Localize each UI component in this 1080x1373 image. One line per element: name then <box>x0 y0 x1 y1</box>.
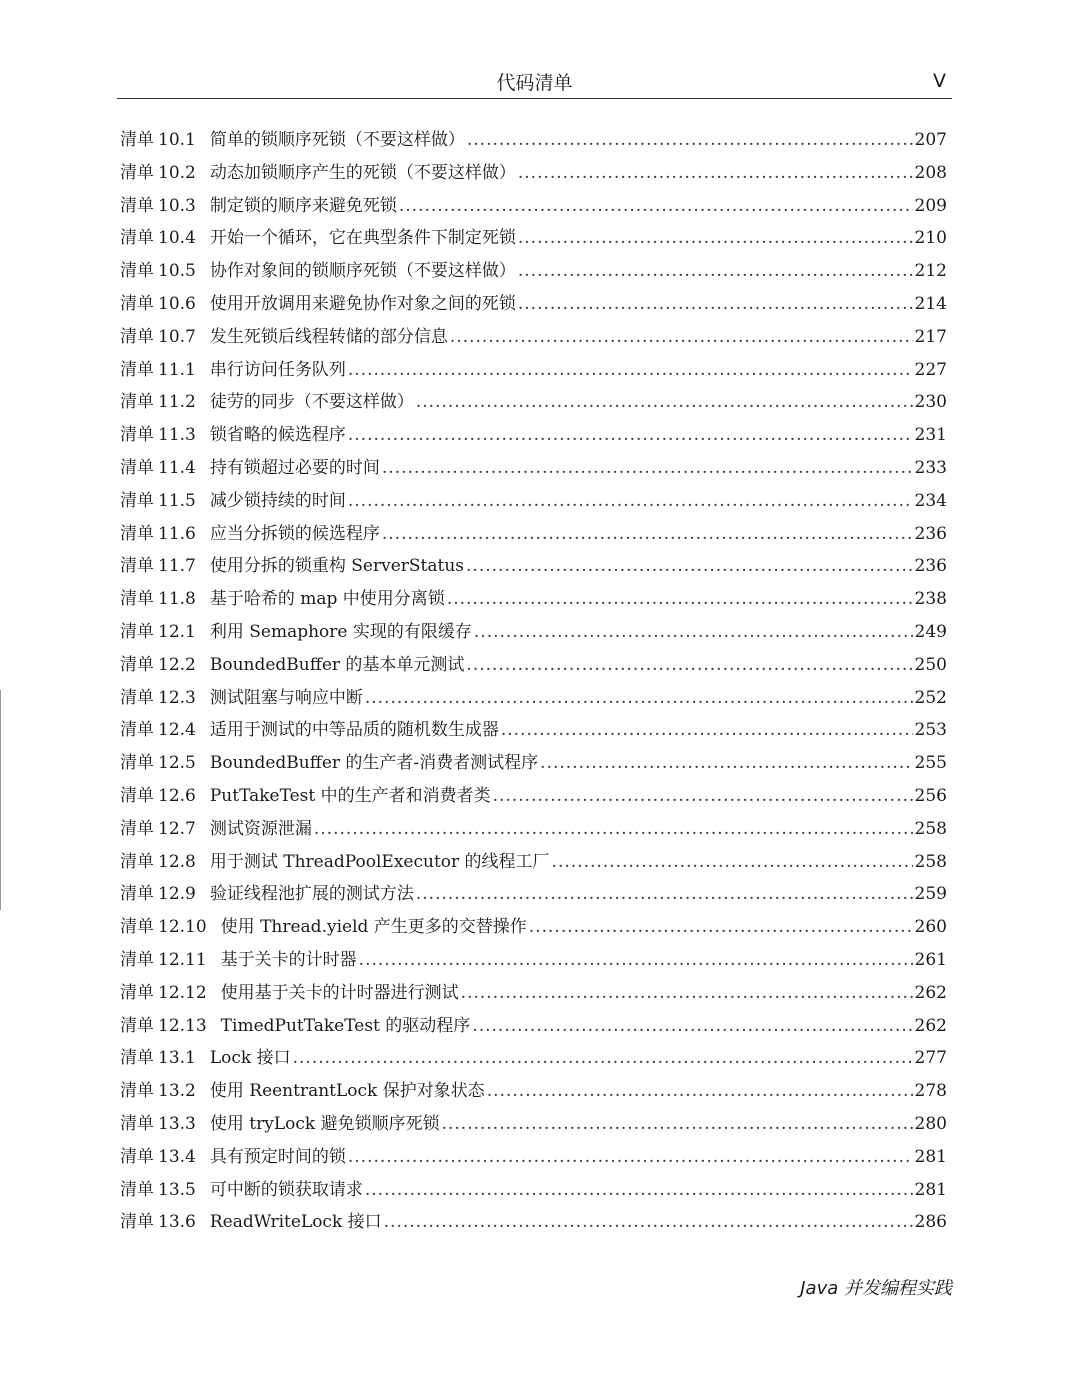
page-number-marker: V <box>933 70 946 92</box>
entry-number: 12.11 <box>158 949 207 970</box>
listing-entry[interactable] <box>120 912 947 945</box>
entry-title: 利用 Semaphore 实现的有限缓存 <box>209 621 472 642</box>
listing-entry[interactable] <box>120 355 947 388</box>
entry-page-number: 258 <box>914 851 947 872</box>
dot-leader <box>518 261 913 281</box>
entry-number: 11.4 <box>158 457 196 478</box>
entry-page-number: 234 <box>914 490 947 511</box>
entry-label: 清单 <box>120 818 154 839</box>
dot-leader <box>348 360 913 380</box>
entry-label: 清单 <box>120 1015 154 1036</box>
dot-leader <box>474 622 913 642</box>
entry-label: 清单 <box>120 589 154 610</box>
entry-title: 制定锁的顺序来避免死锁 <box>209 195 397 216</box>
entry-title: 减少锁持续的时间 <box>209 490 346 511</box>
entry-title: TimedPutTakeTest 的驱动程序 <box>220 1015 471 1036</box>
entry-page-number: 281 <box>914 1179 947 1200</box>
listing-entry[interactable] <box>120 945 947 978</box>
listing-entry[interactable] <box>120 978 947 1011</box>
entry-label: 清单 <box>120 720 154 741</box>
listing-entry[interactable] <box>120 1011 947 1044</box>
entry-page-number: 256 <box>914 785 947 806</box>
listing-entry[interactable] <box>120 519 947 552</box>
dot-leader <box>518 294 913 314</box>
entry-label: 清单 <box>120 392 154 413</box>
listing-entry[interactable] <box>120 125 947 158</box>
scan-edge-line <box>0 690 1 910</box>
listing-entry[interactable] <box>120 748 947 781</box>
entry-label: 清单 <box>120 523 154 544</box>
listing-entry[interactable] <box>120 1207 947 1240</box>
entry-page-number: 259 <box>914 884 947 905</box>
entry-number: 12.7 <box>158 818 196 839</box>
dot-leader <box>466 556 913 576</box>
entry-number: 13.4 <box>158 1146 196 1167</box>
entry-title: BoundedBuffer 的生产者-消费者测试程序 <box>209 753 539 774</box>
listing-entry[interactable] <box>120 453 947 486</box>
entry-page-number: 238 <box>914 589 947 610</box>
dot-leader <box>382 524 913 544</box>
entry-label: 清单 <box>120 130 154 150</box>
entry-page-number: 249 <box>914 621 947 642</box>
entry-title: 基于哈希的 map 中使用分离锁 <box>209 589 445 610</box>
entry-label: 清单 <box>120 1048 154 1069</box>
dot-leader <box>442 1114 913 1134</box>
entry-page-number: 236 <box>914 523 947 544</box>
dot-leader <box>293 1048 913 1068</box>
entry-page-number: 281 <box>914 1146 947 1167</box>
dot-leader <box>450 327 913 347</box>
entry-label: 清单 <box>120 326 154 347</box>
listing-entry[interactable] <box>120 191 947 224</box>
listing-entry[interactable] <box>120 551 947 584</box>
dot-leader <box>348 425 913 445</box>
entry-label: 清单 <box>120 425 154 446</box>
entry-title: 持有锁超过必要的时间 <box>209 457 380 478</box>
dot-leader <box>365 688 913 708</box>
entry-label: 清单 <box>120 785 154 806</box>
listing-entry[interactable] <box>120 1175 947 1208</box>
entry-title: ReadWriteLock 接口 <box>209 1212 382 1233</box>
entry-title: 开始一个循环，它在典型条件下制定死锁 <box>209 228 516 249</box>
entry-number: 13.2 <box>158 1081 196 1102</box>
dot-leader <box>399 196 913 216</box>
entry-page-number: 253 <box>914 720 947 741</box>
dot-leader <box>467 130 913 150</box>
entry-number: 12.1 <box>158 621 196 642</box>
listing-entry[interactable] <box>120 256 947 289</box>
entry-page-number: 236 <box>914 556 947 577</box>
entry-label: 清单 <box>120 917 154 938</box>
entry-number: 11.6 <box>158 523 196 544</box>
entry-number: 12.9 <box>158 884 196 905</box>
entry-label: 清单 <box>120 687 154 708</box>
entry-label: 清单 <box>120 556 154 577</box>
listing-entry[interactable] <box>120 420 947 453</box>
dot-leader <box>416 392 913 412</box>
entry-page-number: 280 <box>914 1113 947 1134</box>
entry-label: 清单 <box>120 457 154 478</box>
entry-title: 基于关卡的计时器 <box>220 949 357 970</box>
entry-page-number: 252 <box>914 687 947 708</box>
dot-leader <box>359 950 913 970</box>
entry-title: 验证线程池扩展的测试方法 <box>209 884 414 905</box>
entry-page-number: 231 <box>914 425 947 446</box>
entry-label: 清单 <box>120 261 154 282</box>
listing-entry[interactable] <box>120 1043 947 1076</box>
dot-leader <box>501 720 913 740</box>
entry-number: 10.7 <box>158 326 196 347</box>
entry-label: 清单 <box>120 359 154 380</box>
entry-title: 徒劳的同步（不要这样做） <box>209 392 414 413</box>
entry-page-number: 208 <box>914 162 947 183</box>
entry-number: 10.6 <box>158 293 196 314</box>
entry-number: 11.7 <box>158 556 196 577</box>
listing-entry[interactable] <box>120 781 947 814</box>
entry-label: 清单 <box>120 293 154 314</box>
listing-entry[interactable] <box>120 1076 947 1109</box>
page-header <box>117 66 952 99</box>
entry-title: 使用开放调用来避免协作对象之间的死锁 <box>209 293 516 314</box>
entry-page-number: 209 <box>914 195 947 216</box>
entry-title: 使用基于关卡的计时器进行测试 <box>220 982 459 1003</box>
listing-entry[interactable] <box>120 1109 947 1142</box>
entry-number: 10.5 <box>158 261 196 282</box>
entry-title: 可中断的锁获取请求 <box>209 1179 363 1200</box>
dot-leader <box>365 1180 913 1200</box>
dot-leader <box>493 786 913 806</box>
entry-page-number: 258 <box>914 818 947 839</box>
entry-label: 清单 <box>120 162 154 183</box>
entry-number: 11.1 <box>158 359 196 380</box>
dot-leader <box>314 819 913 839</box>
dot-leader <box>552 852 913 872</box>
entry-number: 11.3 <box>158 425 196 446</box>
entry-title: BoundedBuffer 的基本单元测试 <box>209 654 465 675</box>
entry-page-number: 277 <box>914 1048 947 1069</box>
entry-number: 13.5 <box>158 1179 196 1200</box>
entry-number: 13.1 <box>158 1048 196 1069</box>
entry-label: 清单 <box>120 621 154 642</box>
entry-title: 使用分拆的锁重构 ServerStatus <box>209 556 465 577</box>
entry-label: 清单 <box>120 884 154 905</box>
page-title: 代码清单 <box>496 72 573 94</box>
listing-entry[interactable] <box>120 486 947 519</box>
dot-leader <box>529 917 913 937</box>
entry-title: 协作对象间的锁顺序死锁（不要这样做） <box>209 261 516 282</box>
listing-entry[interactable] <box>120 617 947 650</box>
entry-title: 串行访问任务队列 <box>209 359 346 380</box>
entry-label: 清单 <box>120 1081 154 1102</box>
listing-entry[interactable] <box>120 683 947 716</box>
entry-title: PutTakeTest 中的生产者和消费者类 <box>209 785 491 806</box>
entry-title: 锁省略的候选程序 <box>209 425 346 446</box>
dot-leader <box>382 458 913 478</box>
entry-number: 10.1 <box>158 130 196 150</box>
entry-page-number: 250 <box>914 654 947 675</box>
entry-page-number: 233 <box>914 457 947 478</box>
entry-number: 12.8 <box>158 851 196 872</box>
entry-page-number: 262 <box>914 982 947 1003</box>
entry-title: 使用 ReentrantLock 保护对象状态 <box>209 1081 485 1102</box>
entry-label: 清单 <box>120 1113 154 1134</box>
entry-number: 13.3 <box>158 1113 196 1134</box>
entry-title: 发生死锁后线程转储的部分信息 <box>209 326 448 347</box>
dot-leader <box>447 589 913 609</box>
entry-number: 10.4 <box>158 228 196 249</box>
listing-entry[interactable] <box>120 847 947 880</box>
listing-entry[interactable] <box>120 1142 947 1175</box>
listing-entry[interactable] <box>120 322 947 355</box>
entry-title: 使用 tryLock 避免锁顺序死锁 <box>209 1113 440 1134</box>
listing-entry[interactable] <box>120 814 947 847</box>
dot-leader <box>466 655 912 675</box>
entry-page-number: 286 <box>914 1212 947 1233</box>
entry-label: 清单 <box>120 949 154 970</box>
entry-label: 清单 <box>120 982 154 1003</box>
entry-page-number: 262 <box>914 1015 947 1036</box>
entry-label: 清单 <box>120 851 154 872</box>
dot-leader <box>416 884 913 904</box>
entry-title: 使用 Thread.yield 产生更多的交替操作 <box>220 917 527 938</box>
dot-leader <box>518 228 913 248</box>
entry-number: 12.13 <box>158 1015 207 1036</box>
entry-label: 清单 <box>120 195 154 216</box>
entry-title: 简单的锁顺序死锁（不要这样做） <box>209 130 465 150</box>
dot-leader <box>348 491 913 511</box>
dot-leader <box>348 1147 913 1167</box>
entry-number: 12.12 <box>158 982 207 1003</box>
entry-label: 清单 <box>120 490 154 511</box>
listing-entry[interactable] <box>120 584 947 617</box>
dot-leader <box>461 983 913 1003</box>
dot-leader <box>487 1081 913 1101</box>
entry-page-number: 255 <box>914 753 947 774</box>
dot-leader <box>472 1016 912 1036</box>
entry-label: 清单 <box>120 1179 154 1200</box>
entry-number: 10.2 <box>158 162 196 183</box>
entry-page-number: 210 <box>914 228 947 249</box>
entry-title: 测试阻塞与响应中断 <box>209 687 363 708</box>
entry-number: 13.6 <box>158 1212 196 1233</box>
entry-title: 动态加锁顺序产生的死锁（不要这样做） <box>209 162 516 183</box>
dot-leader <box>518 163 913 183</box>
entry-page-number: 227 <box>914 359 947 380</box>
dot-leader <box>384 1212 913 1232</box>
listing-entry[interactable] <box>120 879 947 912</box>
entry-number: 11.5 <box>158 490 196 511</box>
listing-entry[interactable] <box>120 223 947 256</box>
entry-page-number: 261 <box>914 949 947 970</box>
entry-label: 清单 <box>120 1212 154 1233</box>
entry-number: 11.8 <box>158 589 196 610</box>
entry-label: 清单 <box>120 654 154 675</box>
entry-title: 具有预定时间的锁 <box>209 1146 346 1167</box>
entry-page-number: 217 <box>914 326 947 347</box>
entry-label: 清单 <box>120 228 154 249</box>
entry-number: 11.2 <box>158 392 196 413</box>
entry-page-number: 230 <box>914 392 947 413</box>
entry-label: 清单 <box>120 753 154 774</box>
listing-entry[interactable] <box>120 387 947 420</box>
entry-title: Lock 接口 <box>209 1048 291 1069</box>
book-title-footer: Java 并发编程实践 <box>800 1278 952 1299</box>
entry-page-number: 212 <box>914 261 947 282</box>
entry-number: 12.4 <box>158 720 196 741</box>
dot-leader <box>540 753 912 773</box>
entry-number: 10.3 <box>158 195 196 216</box>
listing-index <box>120 125 947 1240</box>
entry-title: 测试资源泄漏 <box>209 818 312 839</box>
listing-entry[interactable] <box>120 289 947 322</box>
entry-title: 用于测试 ThreadPoolExecutor 的线程工厂 <box>209 851 550 872</box>
entry-number: 12.10 <box>158 917 207 938</box>
entry-page-number: 214 <box>914 293 947 314</box>
entry-number: 12.3 <box>158 687 196 708</box>
entry-title: 应当分拆锁的候选程序 <box>209 523 380 544</box>
listing-entry[interactable] <box>120 715 947 748</box>
listing-entry[interactable] <box>120 650 947 683</box>
entry-label: 清单 <box>120 1146 154 1167</box>
entry-page-number: 278 <box>914 1081 947 1102</box>
listing-entry[interactable] <box>120 158 947 191</box>
entry-number: 12.6 <box>158 785 196 806</box>
entry-title: 适用于测试的中等品质的随机数生成器 <box>209 720 499 741</box>
entry-number: 12.2 <box>158 654 196 675</box>
entry-number: 12.5 <box>158 753 196 774</box>
entry-page-number: 260 <box>914 917 947 938</box>
entry-page-number: 207 <box>914 130 947 150</box>
